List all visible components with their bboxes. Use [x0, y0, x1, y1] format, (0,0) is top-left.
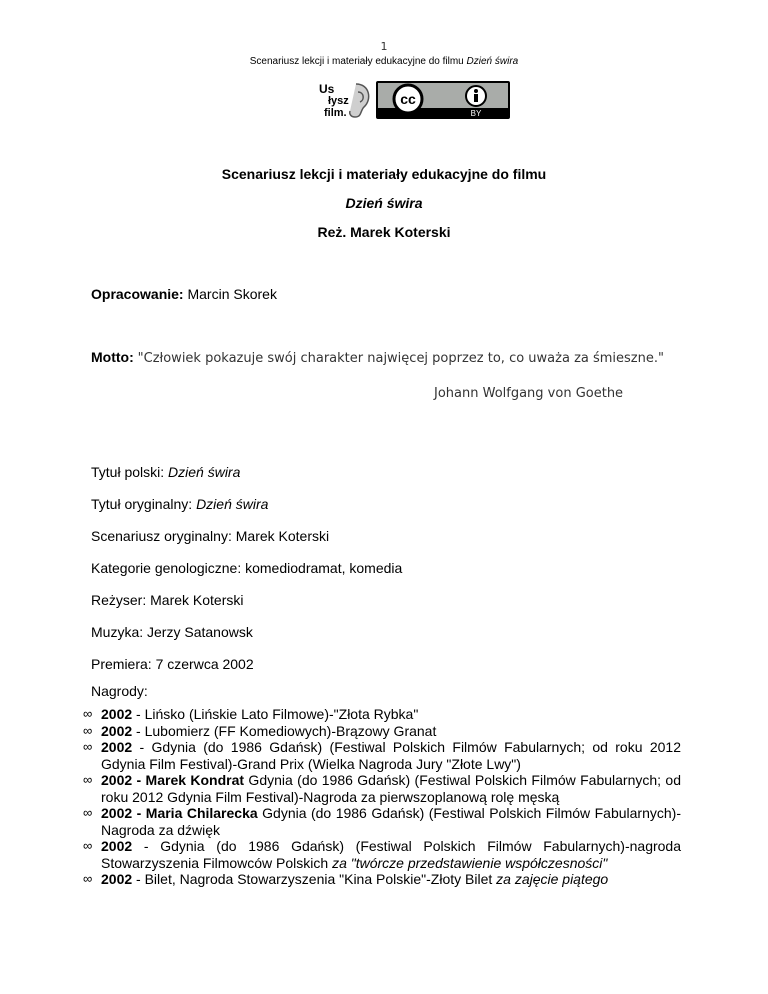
running-header-film: Dzień świra: [466, 56, 519, 67]
cc-text: cc: [400, 91, 416, 107]
infinity-bullet-icon: ∞: [83, 706, 93, 721]
film-title: Dzień świra: [345, 195, 423, 211]
logo-text-1: Us: [319, 82, 335, 96]
award-item: [83, 772, 681, 805]
motto: [91, 348, 681, 368]
award-item: [83, 706, 681, 723]
award-text: Gdynia (do 1986 Gdańsk) (Festiwal Polskich Filmów Fabularnych)-Nagroda za dźwięk: [101, 805, 681, 838]
award-italic: za zajęcie piątego: [496, 871, 609, 887]
award-year: 2002: [101, 871, 133, 887]
meta-value: 7 czerwca 2002: [155, 656, 254, 672]
award-text: - Gdynia (do 1986 Gdańsk) (Festiwal Polskich Filmów Fabularnych)-nagroda Stowarzyszenia Filmowców Polskich: [101, 838, 681, 871]
cc-by-badge: [376, 81, 510, 119]
meta-value: Marek Koterski: [235, 528, 330, 544]
document-title: Scenariusz lekcji i materiały edukacyjne do filmu: [221, 166, 547, 182]
motto-quote: "Człowiek pokazuje swój charakter najwięcej poprzez to, co uważa za śmieszne.": [137, 351, 664, 366]
award-item: [83, 723, 681, 740]
logo-text-2: łysz: [328, 95, 349, 107]
running-header-prefix: Scenariusz lekcji i materiały edukacyjne do filmu: [249, 56, 467, 67]
infinity-bullet-icon: ∞: [83, 739, 93, 754]
awards-list: [83, 706, 681, 888]
award-text: - Lińsko (Lińskie Lato Filmowe)-"Złota Rybka": [132, 706, 419, 722]
award-item: [83, 838, 681, 871]
award-text: Gdynia (do 1986 Gdańsk) (Festiwal Polskich Filmów Fabularnych; od roku 2012 Gdynia Film Festival)-Nagroda za pierwszoplanową rolę męską: [101, 772, 681, 805]
motto-author: Johann Wolfgang von Goethe: [434, 386, 624, 401]
infinity-bullet-icon: ∞: [83, 722, 93, 738]
meta-label: Kategorie genologiczne:: [91, 560, 246, 576]
meta-label: Reżyser:: [91, 592, 151, 608]
uslysz-film-logo: [318, 80, 372, 120]
infinity-bullet-icon: ∞: [83, 805, 93, 820]
infinity-bullet-icon: ∞: [83, 871, 93, 886]
meta-label: Premiera:: [91, 656, 156, 672]
cc-by-icon: [378, 83, 508, 117]
meta-music: [91, 624, 253, 640]
page-number: 1: [380, 40, 388, 53]
award-item: [83, 805, 681, 838]
award-item: [83, 871, 681, 888]
running-header: [0, 56, 768, 67]
meta-screenplay: [91, 528, 329, 544]
award-text: - Bilet, Nagroda Stowarzyszenia "Kina Polskie"-Złoty Bilet: [132, 871, 497, 887]
infinity-bullet-icon: ∞: [83, 838, 93, 853]
meta-genre: [91, 560, 402, 576]
award-year: 2002: [101, 739, 133, 755]
award-text: - Lubomierz (FF Komediowych)-Brązowy Granat: [132, 722, 437, 739]
award-item: [83, 739, 681, 772]
meta-value: Marek Koterski: [150, 592, 244, 608]
director-line: Reż. Marek Koterski: [317, 224, 451, 240]
award-year: 2002: [101, 706, 133, 722]
meta-premiere: [91, 656, 254, 672]
award-italic: za "twórcze przedstawienie współczesności": [332, 854, 608, 871]
meta-director: [91, 592, 243, 608]
award-text: - Gdynia (do 1986 Gdańsk) (Festiwal Polskich Filmów Fabularnych; od roku 2012 Gdynia Film Festival)-Grand Prix (Wielka Nagroda Jury "Złote Lwy"): [101, 739, 681, 772]
meta-title-original: [91, 496, 268, 512]
meta-title-polish: [91, 464, 240, 480]
award-year: 2002: [101, 805, 133, 821]
meta-value: Jerzy Satanowsk: [147, 624, 253, 640]
logo-text-3: film.: [324, 107, 347, 119]
ear-icon: [318, 80, 372, 120]
award-year: 2002: [101, 838, 133, 854]
meta-label: Scenariusz oryginalny:: [91, 528, 236, 544]
awards-label: Nagrody:: [91, 683, 148, 699]
award-year: 2002: [101, 772, 133, 788]
meta-value: komediodramat, komedia: [245, 560, 403, 576]
meta-value: Dzień świra: [196, 496, 269, 512]
award-person: - Marek Kondrat: [132, 772, 245, 788]
award-year: 2002: [101, 722, 133, 739]
credits-line: [91, 286, 277, 302]
credits-label: Opracowanie:: [91, 286, 184, 302]
by-text: BY: [470, 109, 482, 117]
meta-value: Dzień świra: [168, 464, 241, 480]
award-person: - Maria Chilarecka: [132, 805, 258, 821]
meta-label: Tytuł polski:: [91, 464, 169, 480]
motto-label: Motto:: [91, 349, 134, 365]
logo-row: [318, 80, 510, 120]
infinity-bullet-icon: ∞: [83, 772, 93, 787]
meta-label: Tytuł oryginalny:: [91, 496, 197, 512]
meta-label: Muzyka:: [91, 624, 148, 640]
credits-value: Marcin Skorek: [187, 286, 277, 302]
